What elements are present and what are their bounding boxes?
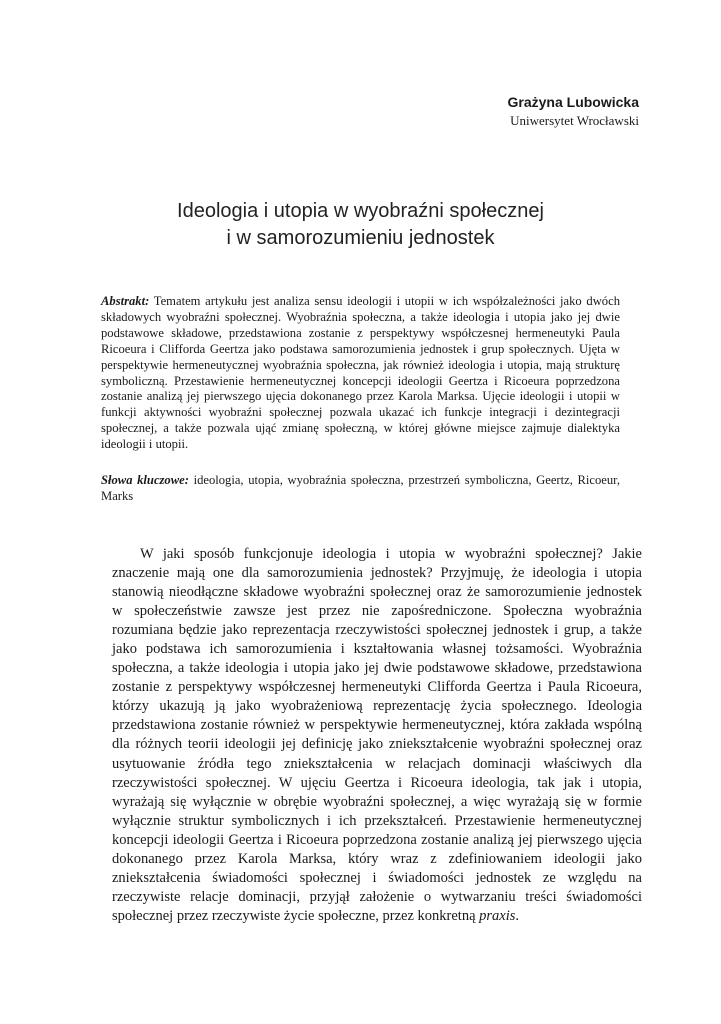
body-paragraph <box>112 545 642 926</box>
keywords-paragraph <box>101 473 620 505</box>
body-end-punct: . <box>515 907 519 924</box>
body-text: W jaki sposób funkcjonuje ideologia i utopia w wyobraźni społecznej? Jakie znaczenie mają one dla samorozumienia jednostek? Przyjmuję, że ideologia i utopia stanowią nieodłączne składowe wyobraźni społecznej oraz że samorozumienie jednostek w społeczeństwie zawsze jest przez nie zapośredniczone. Społeczna wyobraźnia rozumiana będzie jako reprezentacja rzeczywistości społecznej jednostek i grup, a także jako podstawa ich samorozumienia i kształtowania własnej tożsamości. Wyobraźnia społeczna, a także ideologia i utopia jako jej dwie podstawowe składowe, przedstawiona zostanie z perspektywy współczesnej hermeneutyki Clifforda Geertza i Paula Ricoeura, którzy ukazują ją jako wyobrażeniową reprezentację życia społecznego. Ideologia przedstawiona zostanie również w perspektywie hermeneutycznej, która zakłada wspólną dla różnych teorii ideologii jej definicję jako zniekształcenie wyobraźni społecznej oraz usytuowanie źródła tego zniekształcenia w relacjach dominacji właściwych dla rzeczywistości społecznej. W ujęciu Geertza i Ricoeura ideologia, tak jak i utopia, wyrażają się wyłącznie w obrębie wyobraźni społecznej, a więc wyrażają się w formie wyłącznie struktur symbolicznych i ich przekształceń. Przestawienie hermeneutycznej koncepcji ideologii Geertza i Ricoeura poprzedzona zostanie analizą jej pierwszego ujęcia dokonanego przez Karola Marksa, który wraz z zdefiniowaniem ideologii jako zniekształcenia świadomości społecznej i świadomości jednostek ze względu na rzeczywiste relacje dominacji, przyjął założenie o wytwarzaniu treści świadomości społecznej przez rzeczywiste życie społeczne, przez konkretną <box>112 546 642 924</box>
author-affiliation: Uniwersytet Wrocławski <box>510 113 639 128</box>
body-italic-term: praxis <box>479 907 516 924</box>
title-line-2: i w samorozumieniu jednostek <box>226 227 495 249</box>
abstract-label: Abstrakt: <box>101 294 150 308</box>
keywords-label: Słowa kluczowe: <box>101 473 189 487</box>
title-line-1: Ideologia i utopia w wyobraźni społecznej <box>177 200 544 222</box>
keywords-text: ideologia, utopia, wyobraźnia społeczna, przestrzeń symboliczna, Geertz, Ricoeur, Marks <box>101 473 621 503</box>
author-block <box>508 93 639 130</box>
author-name: Grażyna Lubowicka <box>507 94 639 110</box>
abstract-text: Tematem artykułu jest analiza sensu ideologii i utopii w ich współzależności jako dwóch składowych wyobraźni społecznej. Wyobraźnia społeczna, a także ideologia i utopia jako jej dwie podstawowe składowe, przedstawiona zostanie z perspektywy współczesnej hermeneutyki Paula Ricoeura i Clifforda Geertza jako podstawa samorozumienia jednostek i grup społecznych. Ujęta w perspektywie hermeneutycznej wyobraźnia społeczna, jak również ideologia i utopia, mają strukturę symboliczną. Przestawienie hermeneutycznej koncepcji ideologii Geertza i Ricoeura poprzedzona zostanie analizą jej pierwszego ujęcia dokonanego przez Karola Marksa. Ujęcie ideologii i utopii w funkcji aktywności wyobraźni społecznej pozwala ukazać ich funkcje integracji i dezintegracji społecznej, a także pozwala ująć zmianę społeczną, w której główne miejsce zajmuje dialektyka ideologii i utopii. <box>101 294 620 452</box>
abstract-paragraph <box>101 294 620 453</box>
article-title <box>80 198 641 252</box>
